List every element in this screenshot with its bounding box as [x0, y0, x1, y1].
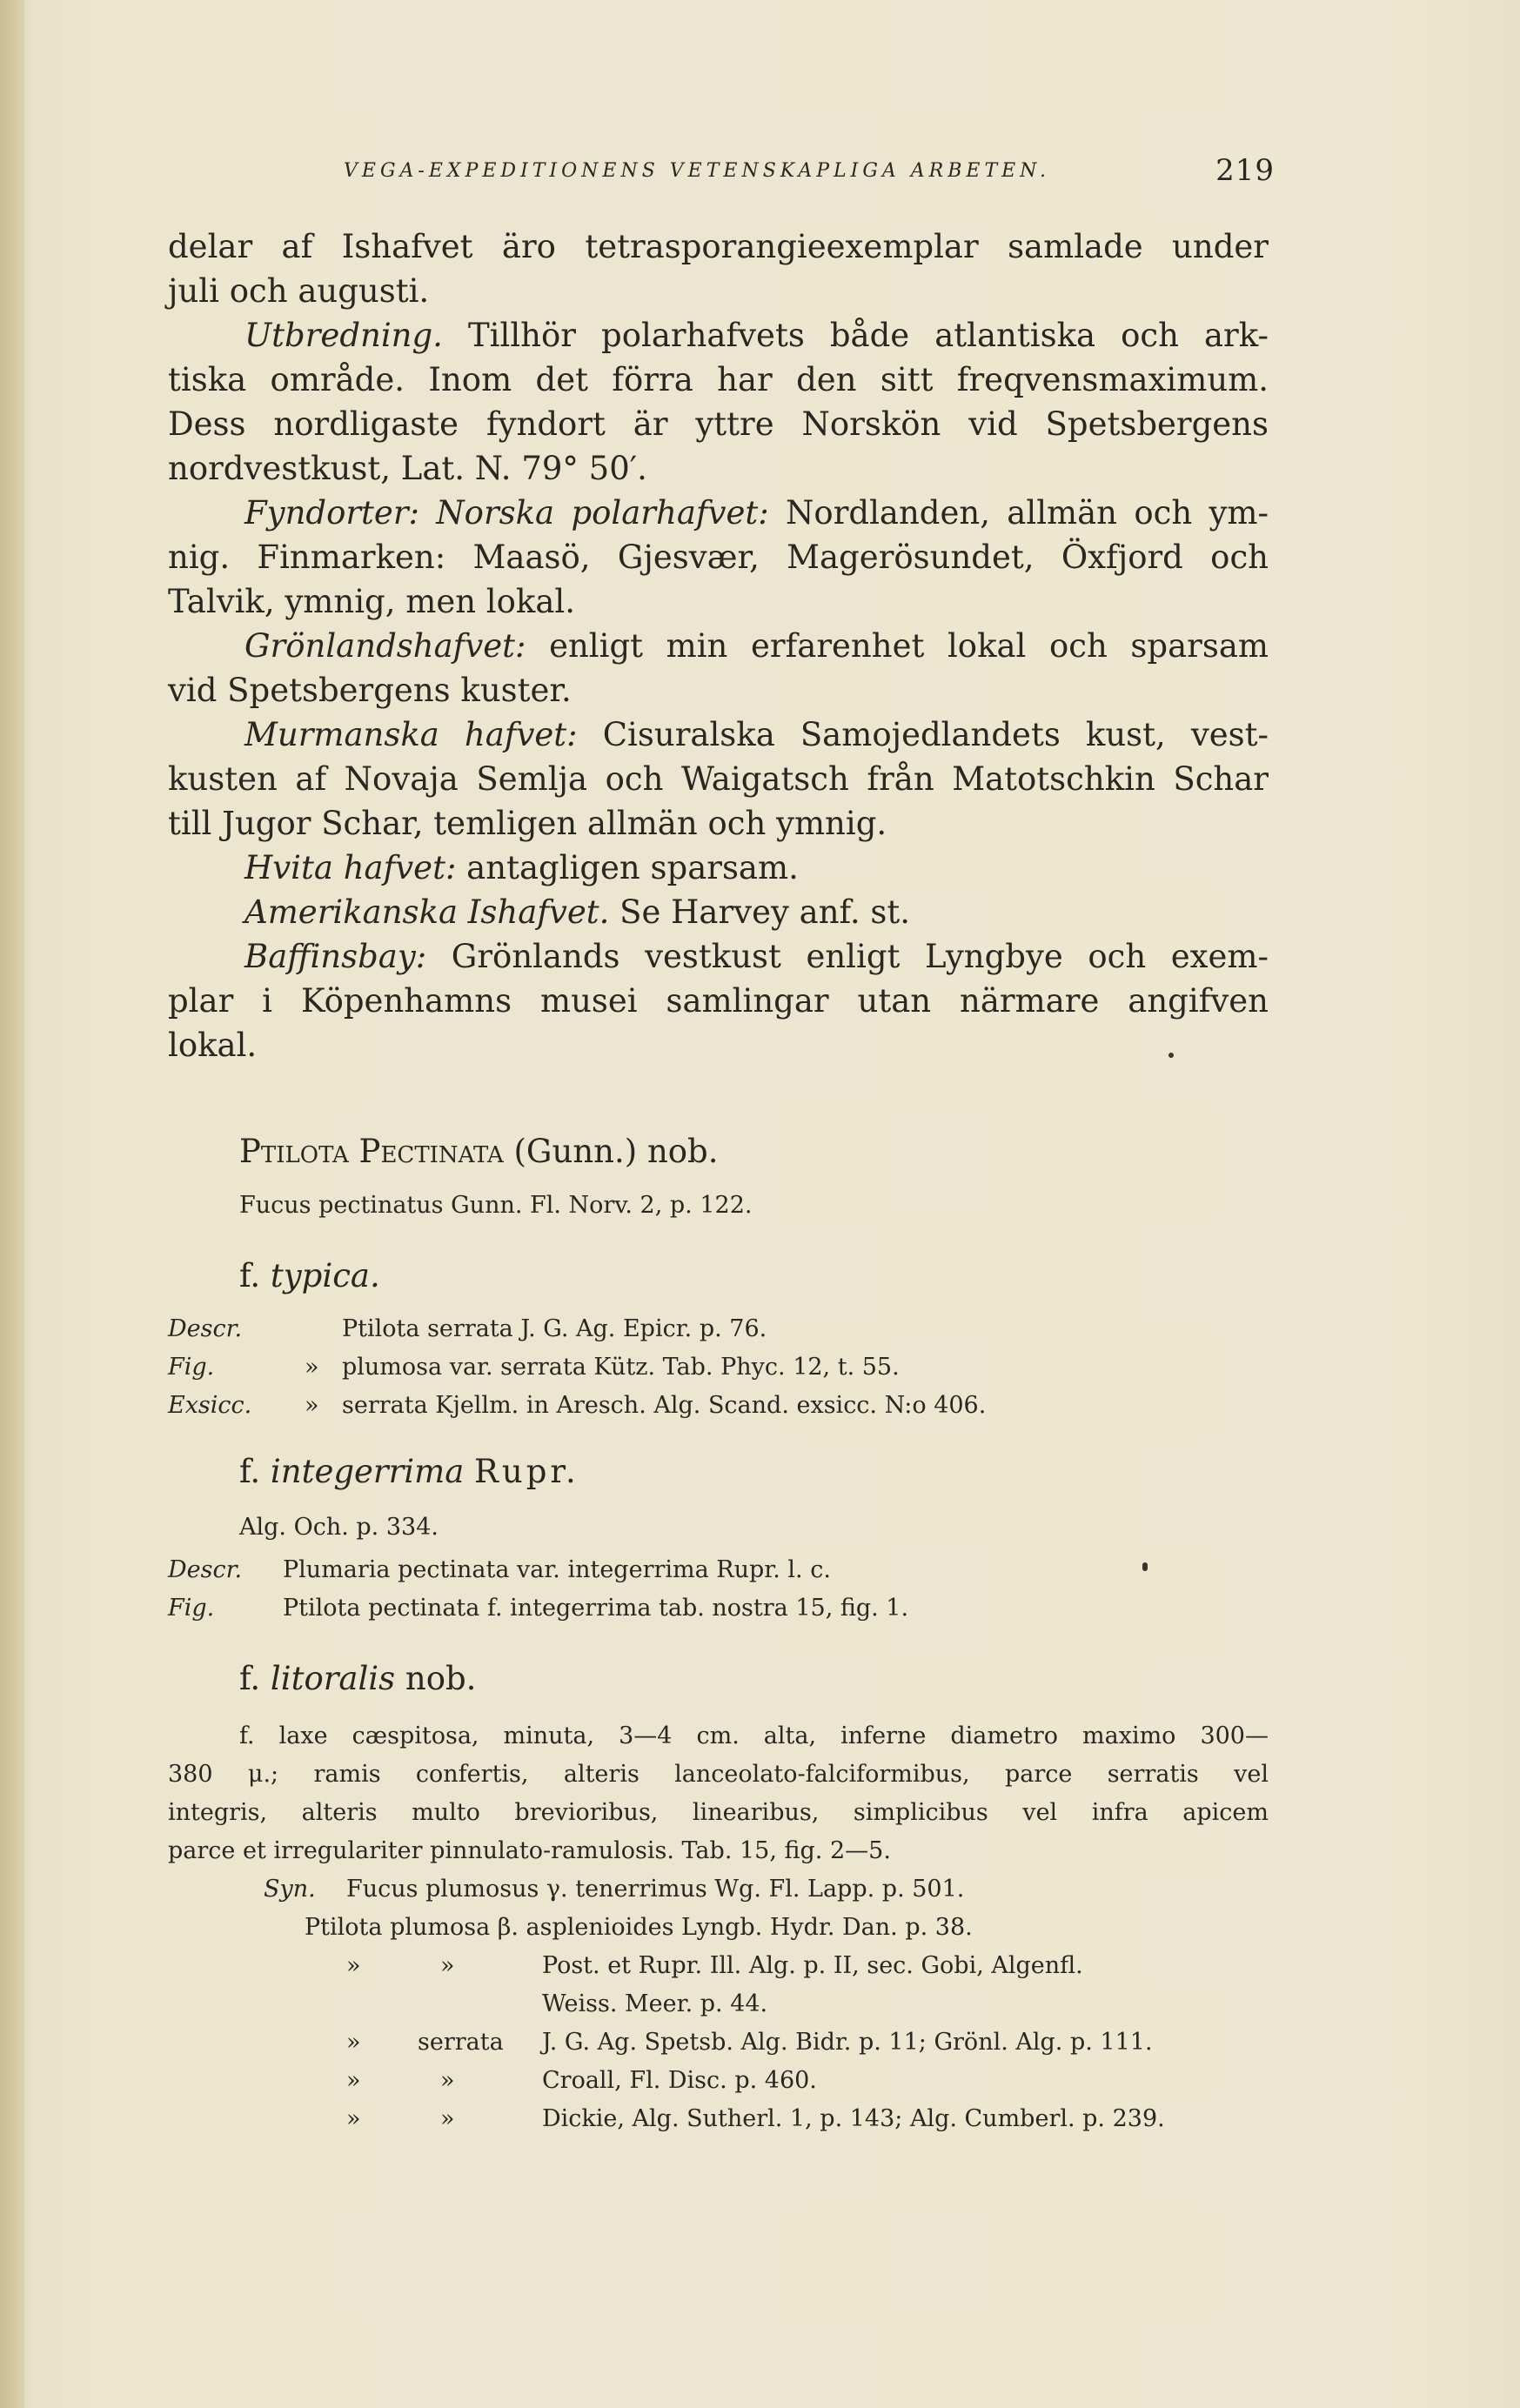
book-spine-shadow: [0, 0, 24, 2408]
forma-label: f.: [239, 1453, 261, 1490]
reference-key: Descr.: [168, 1556, 243, 1583]
prose-label: Murmanska hafvet:: [244, 716, 578, 753]
prose-line: [168, 446, 1269, 491]
prose-line: [168, 402, 1269, 446]
prose-line: [168, 224, 1269, 269]
description-line: 380 μ.; ramis confertis, alteris lanceolato-falciformibus, parce serratis vel: [168, 1761, 1269, 1788]
synonym-row: [168, 2100, 1269, 2138]
ditto-mark: »: [346, 2067, 361, 2094]
synonym-row: [168, 2023, 1269, 2062]
synonym-row: [168, 1870, 1269, 1909]
synonym-epithet: »: [440, 2067, 455, 2094]
prose-text: Grönlands vestkust enligt Lyngbye och exem-: [426, 938, 1269, 975]
reference-key: Fig.: [168, 1354, 215, 1381]
forma-label: f.: [239, 1257, 261, 1294]
synonym-epithet: »: [440, 2105, 455, 2132]
prose-line: [168, 1023, 1269, 1067]
prose-line: [168, 579, 1269, 624]
description-line: f. laxe cæspitosa, minuta, 3—4 cm. alta, inferne diametro maximo 300—: [239, 1722, 1269, 1749]
ditto-mark: »: [305, 1392, 319, 1419]
prose-line: [168, 712, 1269, 757]
prose-text: lokal.: [168, 1027, 258, 1064]
prose-text: Nordlanden, allmän och ym-: [768, 494, 1269, 532]
running-header: [344, 153, 1275, 197]
species-author: (Gunn.) nob.: [513, 1133, 719, 1170]
prose-text: Se Harvey anf. st.: [609, 893, 911, 931]
prose-text: enligt min erfarenhet lokal och sparsam: [526, 627, 1269, 665]
prose-text: Dess nordligaste fyndort är yttre Norskön vid Spetsbergens: [168, 405, 1269, 443]
litoralis-description: [168, 1717, 1269, 1870]
prose-line: [168, 934, 1269, 979]
synonym-epithet: »: [440, 1952, 455, 1979]
prose-text: nig. Finmarken: Maasö, Gjesvær, Magerösundet, Öxfjord och: [168, 538, 1269, 576]
integerrima-ref: [239, 1508, 1340, 1547]
prose-line: [168, 979, 1269, 1023]
prose-text: juli och augusti.: [168, 272, 430, 310]
ditto-mark: »: [346, 2105, 361, 2132]
prose-line: [168, 358, 1269, 402]
synonym-text: Ptilota plumosa β. asplenioides Lyngb. Hydr. Dan. p. 38.: [305, 1914, 973, 1941]
prose-line: [168, 313, 1269, 358]
reference-key: Fig.: [168, 1595, 215, 1622]
forma-author: nob.: [405, 1660, 477, 1697]
basionym-text: Fucus pectinatus Gunn. Fl. Norv. 2, p. 122.: [239, 1192, 753, 1219]
forma-label: f.: [239, 1660, 261, 1697]
prose-text: Tillhör polarhafvets både atlantiska och ark-: [442, 317, 1269, 354]
prose-text: nordvestkust, Lat. N. 79° 50′.: [168, 450, 647, 487]
reference-row: [168, 1551, 1269, 1589]
synonym-row: [168, 1909, 1269, 1947]
page-number: 219: [1215, 153, 1275, 188]
prose-text: Cisuralska Samojedlandets kust, vest-: [577, 716, 1269, 753]
synonym-row: [168, 1947, 1269, 1985]
running-title: VEGA-EXPEDITIONENS VETENSKAPLIGA ARBETEN.: [344, 160, 1051, 182]
synonym-row: [168, 1985, 1269, 2023]
integerrima-ref-text: Alg. Och. p. 334.: [239, 1514, 439, 1541]
prose-label: Hvita hafvet:: [244, 849, 457, 886]
ditto-mark: »: [305, 1354, 319, 1381]
litoralis-synonyms: [168, 1870, 1269, 2138]
prose-text: plar i Köpenhamns musei samlingar utan närmare angifven: [168, 982, 1269, 1020]
description-line: parce et irregulariter pinnulato-ramulosis. Tab. 15, fig. 2—5.: [168, 1837, 891, 1864]
print-speck: [1142, 1562, 1148, 1571]
forma-litoralis-heading: [239, 1660, 476, 1697]
reference-key: Exsicc.: [168, 1392, 252, 1419]
prose-text: till Jugor Schar, temligen allmän och ymnig.: [168, 805, 887, 842]
prose-label: Utbredning.: [244, 317, 443, 354]
synonym-text: Croall, Fl. Disc. p. 460.: [542, 2067, 817, 2094]
prose-line: [168, 757, 1269, 801]
ditto-mark: »: [346, 1952, 361, 1979]
synonym-text: Weiss. Meer. p. 44.: [542, 1990, 768, 2017]
prose-text: kusten af Novaja Semlja och Waigatsch från Matotschkin Schar: [168, 760, 1269, 798]
prose-label: Fyndorter: Norska polarhafvet:: [244, 494, 769, 532]
prose-line: [168, 491, 1269, 535]
reference-row: [168, 1387, 1269, 1425]
prose-text: Talvik, ymnig, men lokal.: [168, 583, 575, 620]
prose-label: Amerikanska Ishafvet.: [244, 893, 610, 931]
prose-line: [168, 624, 1269, 668]
prose-block: [168, 224, 1269, 1067]
prose-label: Baffinsbay:: [244, 938, 427, 975]
prose-line: [168, 801, 1269, 846]
forma-integerrima-heading: [239, 1453, 579, 1490]
forma-author: Rupr.: [474, 1453, 579, 1490]
prose-line: [168, 846, 1269, 890]
forma-integerrima-refs: [168, 1551, 1269, 1628]
print-speck: [1168, 1053, 1174, 1058]
prose-text: antagligen sparsam.: [456, 849, 799, 886]
forma-typica-refs: [168, 1310, 1269, 1425]
prose-label: Grönlandshafvet:: [244, 627, 526, 665]
prose-line: [168, 668, 1269, 712]
synonym-label: Syn.: [264, 1876, 316, 1903]
species-heading: [239, 1133, 719, 1170]
reference-text: Ptilota serrata J. G. Ag. Epicr. p. 76.: [342, 1315, 767, 1342]
ditto-mark: »: [346, 2029, 361, 2056]
reference-text: serrata Kjellm. in Aresch. Alg. Scand. exsicc. N:o 406.: [342, 1392, 987, 1419]
reference-text: plumosa var. serrata Kütz. Tab. Phyc. 12, t. 55.: [342, 1354, 900, 1381]
species-name: Ptilota Pectinata: [239, 1133, 504, 1170]
reference-row: [168, 1589, 1269, 1628]
prose-line: [168, 890, 1269, 934]
synonym-text: Post. et Rupr. Ill. Alg. p. II, sec. Gobi, Algenfl.: [542, 1952, 1083, 1979]
synonym-text: J. G. Ag. Spetsb. Alg. Bidr. p. 11; Grönl. Alg. p. 111.: [542, 2029, 1153, 2056]
prose-line: [168, 535, 1269, 579]
description-line: integris, alteris multo brevioribus, linearibus, simplicibus vel infra apicem: [168, 1799, 1269, 1826]
synonym-text: Dickie, Alg. Sutherl. 1, p. 143; Alg. Cumberl. p. 239.: [542, 2105, 1165, 2132]
prose-text: tiska område. Inom det förra har den sitt freqvensmaximum.: [168, 361, 1269, 398]
synonym-text: Fucus plumosus γ. tenerrimus Wg. Fl. Lapp. p. 501.: [346, 1876, 965, 1903]
prose-text: delar af Ishafvet äro tetrasporangieexemplar samlade under: [168, 228, 1269, 265]
forma-typica-heading: [239, 1257, 380, 1294]
synonym-epithet: serrata: [418, 2029, 504, 2056]
reference-row: [168, 1348, 1269, 1387]
prose-line: [168, 269, 1269, 313]
prose-text: vid Spetsbergens kuster.: [168, 672, 572, 709]
reference-text: Plumaria pectinata var. integerrima Rupr. l. c.: [283, 1556, 831, 1583]
reference-text: Ptilota pectinata f. integerrima tab. nostra 15, fig. 1.: [283, 1595, 909, 1622]
synonym-row: [168, 2062, 1269, 2100]
forma-name: typica.: [270, 1257, 380, 1294]
basionym: [239, 1187, 1340, 1225]
forma-name: integerrima: [270, 1453, 465, 1490]
reference-key: Descr.: [168, 1315, 243, 1342]
reference-row: [168, 1310, 1269, 1348]
forma-name: litoralis: [270, 1660, 396, 1697]
